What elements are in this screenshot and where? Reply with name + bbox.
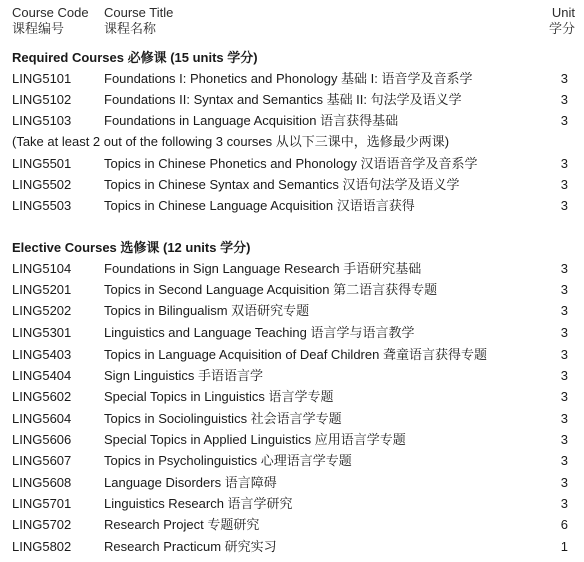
course-row — [0, 386, 584, 407]
course-row — [0, 300, 584, 321]
course-code: LING5202 — [12, 303, 72, 318]
course-unit: 6 — [560, 517, 568, 532]
required-courses-heading: Required Courses 必修课 (15 units 学分) — [12, 50, 258, 65]
course-row — [0, 429, 584, 450]
course-code: LING5502 — [12, 177, 72, 192]
course-unit: 3 — [560, 411, 568, 426]
course-code: LING5701 — [12, 496, 72, 511]
course-row — [0, 68, 584, 89]
course-unit: 3 — [560, 303, 568, 318]
course-unit: 3 — [560, 177, 568, 192]
course-row — [0, 153, 584, 174]
course-code: LING5104 — [12, 261, 72, 276]
course-unit: 3 — [560, 113, 568, 128]
course-unit: 3 — [560, 432, 568, 447]
course-unit: 3 — [560, 71, 568, 86]
required-options-note: (Take at least 2 out of the following 3 courses 从以下三课中，选修最少两课) — [12, 134, 450, 149]
course-code: LING5403 — [12, 347, 72, 362]
course-title: Special Topics in Linguistics 语言学专题 — [104, 389, 334, 404]
course-title: Topics in Bilingualism 双语研究专题 — [104, 303, 310, 318]
course-title: Special Topics in Applied Linguistics 应用语言学专题 — [104, 432, 406, 447]
course-code: LING5404 — [12, 368, 72, 383]
course-title: Linguistics Research 语言学研究 — [104, 496, 293, 511]
course-code: LING5702 — [12, 517, 72, 532]
course-unit: 3 — [560, 325, 568, 340]
course-row — [0, 536, 584, 557]
course-row — [0, 279, 584, 300]
course-unit: 3 — [560, 453, 568, 468]
course-code: LING5301 — [12, 325, 72, 340]
course-code: LING5604 — [12, 411, 72, 426]
header-unit-en: Unit — [551, 5, 575, 20]
course-title: Research Practicum 研究实习 — [104, 539, 277, 554]
header-unit-zh: 学分 — [548, 21, 575, 36]
course-code: LING5607 — [12, 453, 72, 468]
course-row — [0, 450, 584, 471]
course-unit: 3 — [560, 496, 568, 511]
course-row — [0, 322, 584, 343]
course-code: LING5501 — [12, 156, 72, 171]
course-code: LING5606 — [12, 432, 72, 447]
course-code: LING5102 — [12, 92, 72, 107]
course-row — [0, 258, 584, 279]
course-title: Foundations II: Syntax and Semantics 基础 II: 句法学及语义学 — [104, 92, 462, 107]
course-code: LING5503 — [12, 198, 72, 213]
course-unit: 1 — [560, 539, 568, 554]
course-row — [0, 514, 584, 535]
course-title: Topics in Chinese Language Acquisition 汉语语言获得 — [104, 198, 415, 213]
course-row — [0, 365, 584, 386]
course-unit: 3 — [560, 92, 568, 107]
course-code: LING5103 — [12, 113, 72, 128]
course-title: Linguistics and Language Teaching 语言学与语言教学 — [104, 325, 415, 340]
header-course-title — [104, 5, 173, 37]
course-row — [0, 344, 584, 365]
course-row — [0, 472, 584, 493]
course-row — [0, 408, 584, 429]
course-row — [0, 110, 584, 131]
course-title: Language Disorders 语言障碍 — [104, 475, 277, 490]
course-unit: 3 — [560, 389, 568, 404]
course-title: Research Project 专题研究 — [104, 517, 260, 532]
course-code: LING5608 — [12, 475, 72, 490]
course-unit: 3 — [560, 261, 568, 276]
course-unit: 3 — [560, 156, 568, 171]
course-row — [0, 174, 584, 195]
header-course-code-zh: 课程编号 — [12, 21, 65, 36]
course-title: Topics in Chinese Syntax and Semantics 汉语句法学及语义学 — [104, 177, 460, 192]
header-course-code — [12, 5, 89, 37]
course-title: Foundations in Language Acquisition 语言获得基础 — [104, 113, 399, 128]
course-code: LING5101 — [12, 71, 72, 86]
course-title: Topics in Sociolinguistics 社会语言学专题 — [104, 411, 342, 426]
course-unit: 3 — [560, 198, 568, 213]
course-title: Topics in Chinese Phonetics and Phonology 汉语语音学及音系学 — [104, 156, 478, 171]
header-unit — [549, 5, 575, 37]
course-unit: 3 — [560, 282, 568, 297]
course-title: Sign Linguistics 手语语言学 — [104, 368, 263, 383]
header-course-title-zh: 课程名称 — [104, 21, 157, 36]
header-course-code-en: Course Code — [12, 5, 89, 20]
course-title: Topics in Psycholinguistics 心理语言学专题 — [104, 453, 352, 468]
header-course-title-en: Course Title — [104, 5, 174, 20]
course-title: Topics in Language Acquisition of Deaf Children 聋童语言获得专题 — [104, 347, 487, 362]
course-row — [0, 89, 584, 110]
course-title: Topics in Second Language Acquisition 第二语言获得专题 — [104, 282, 438, 297]
course-title: Foundations I: Phonetics and Phonology 基础 I: 语音学及音系学 — [104, 71, 473, 86]
course-unit: 3 — [560, 347, 568, 362]
course-unit: 3 — [560, 368, 568, 383]
course-row — [0, 195, 584, 216]
course-code: LING5201 — [12, 282, 72, 297]
course-code: LING5802 — [12, 539, 72, 554]
course-title: Foundations in Sign Language Research 手语研究基础 — [104, 261, 422, 276]
course-unit: 3 — [560, 475, 568, 490]
elective-courses-heading: Elective Courses 选修课 (12 units 学分) — [12, 240, 251, 255]
course-code: LING5602 — [12, 389, 72, 404]
course-row — [0, 493, 584, 514]
